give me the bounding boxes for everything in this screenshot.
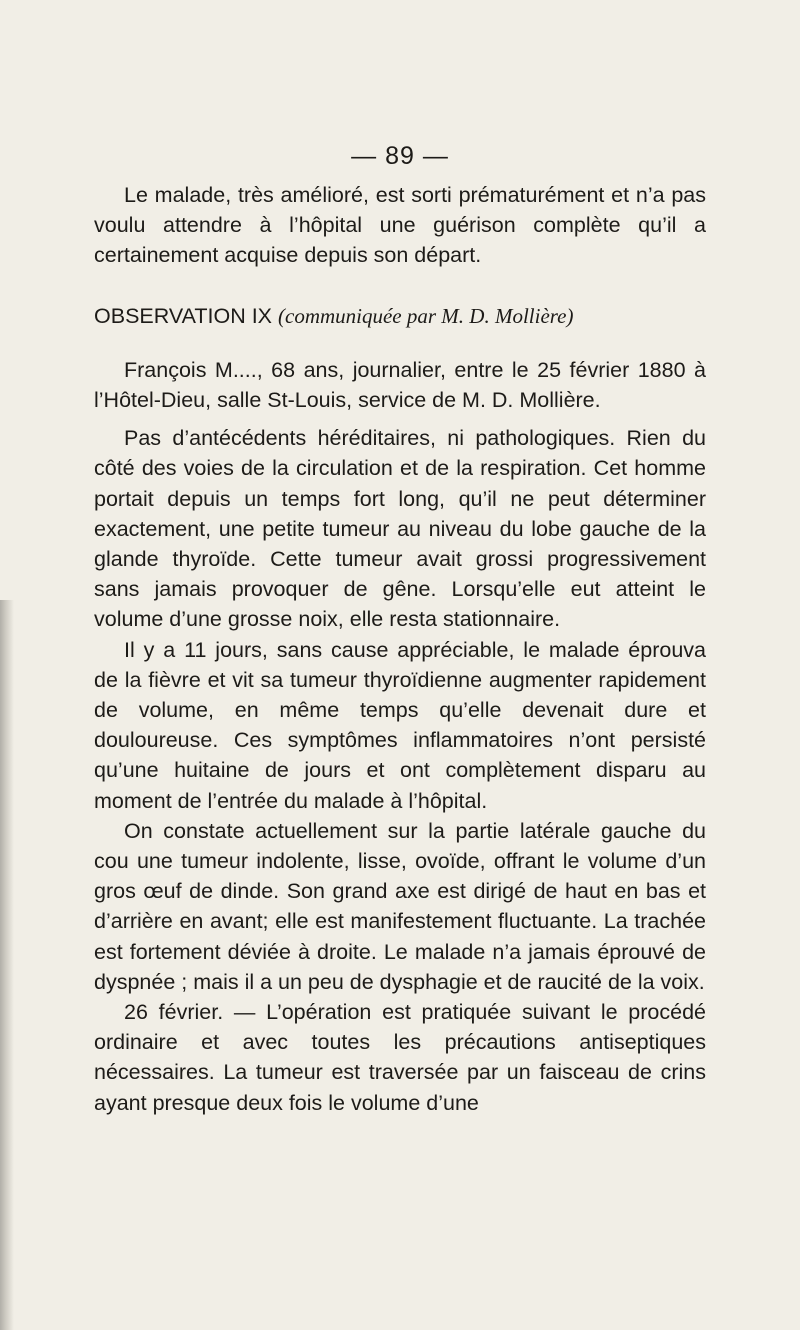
paragraph-examination: On constate actuellement sur la partie latérale gauche du cou une tumeur indolente, lisse, ovoïde, offrant le volume d’un gros œuf de dinde. Son grand axe est dirigé de haut en bas et d’arrière en avant; elle est manifestement fluctuante. La trachée est fortement déviée à droite. Le malade n’a jamais éprouvé de dyspnée ; mais il a un peu de dysphagie et de raucité de la voix. bbox=[94, 818, 706, 994]
page-number: — 89 — bbox=[351, 142, 449, 170]
paragraph-patient: François M...., 68 ans, journalier, entre le 25 février 1880 à l’Hôtel-Dieu, salle St-Louis, service de M. D. Mollière. bbox=[94, 357, 706, 413]
observation-title: OBSERVATION IX bbox=[94, 303, 273, 328]
observation-attribution: (communiquée par M. D. Mollière) bbox=[278, 303, 574, 328]
observation-heading bbox=[94, 301, 706, 331]
paragraph-history: Pas d’antécédents héréditaires, ni pathologiques. Rien du côté des voies de la circulation et de la respiration. Cet homme portait depuis un temps fort long, qu’il ne peut déterminer exactement, une petite tumeur au niveau du lobe gauche de la glande thyroïde. Cette tumeur avait grossi progressivement sans jamais provoquer de gêne. Lorsqu’elle eut atteint le volume d’une grosse noix, elle resta stationnaire. bbox=[94, 426, 706, 632]
page-edge-shadow bbox=[0, 600, 14, 1330]
paragraph-operation: 26 février. — L’opération est pratiquée suivant le procédé ordinaire et avec toutes les précautions antiseptiques nécessaires. La tumeur est traversée par un faisceau de crins ayant presque deux fois le volume d’une bbox=[94, 1000, 706, 1115]
intro-paragraph: Le malade, très amélioré, est sorti prématurément et n’a pas voulu attendre à l’hôpital une guérison complète qu’il a certainement acquise depuis son départ. bbox=[94, 183, 706, 268]
body-text bbox=[94, 180, 706, 1118]
paragraph-onset: Il y a 11 jours, sans cause appréciable, le malade éprouva de la fièvre et vit sa tumeur thyroïdienne augmenter rapidement de volume, en même temps qu’elle devenait dure et douloureuse. Ces symptômes inflammatoires n’ont persisté qu’une huitaine de jours et ont complètement disparu au moment de l’entrée du malade à l’hôpital. bbox=[94, 637, 706, 813]
